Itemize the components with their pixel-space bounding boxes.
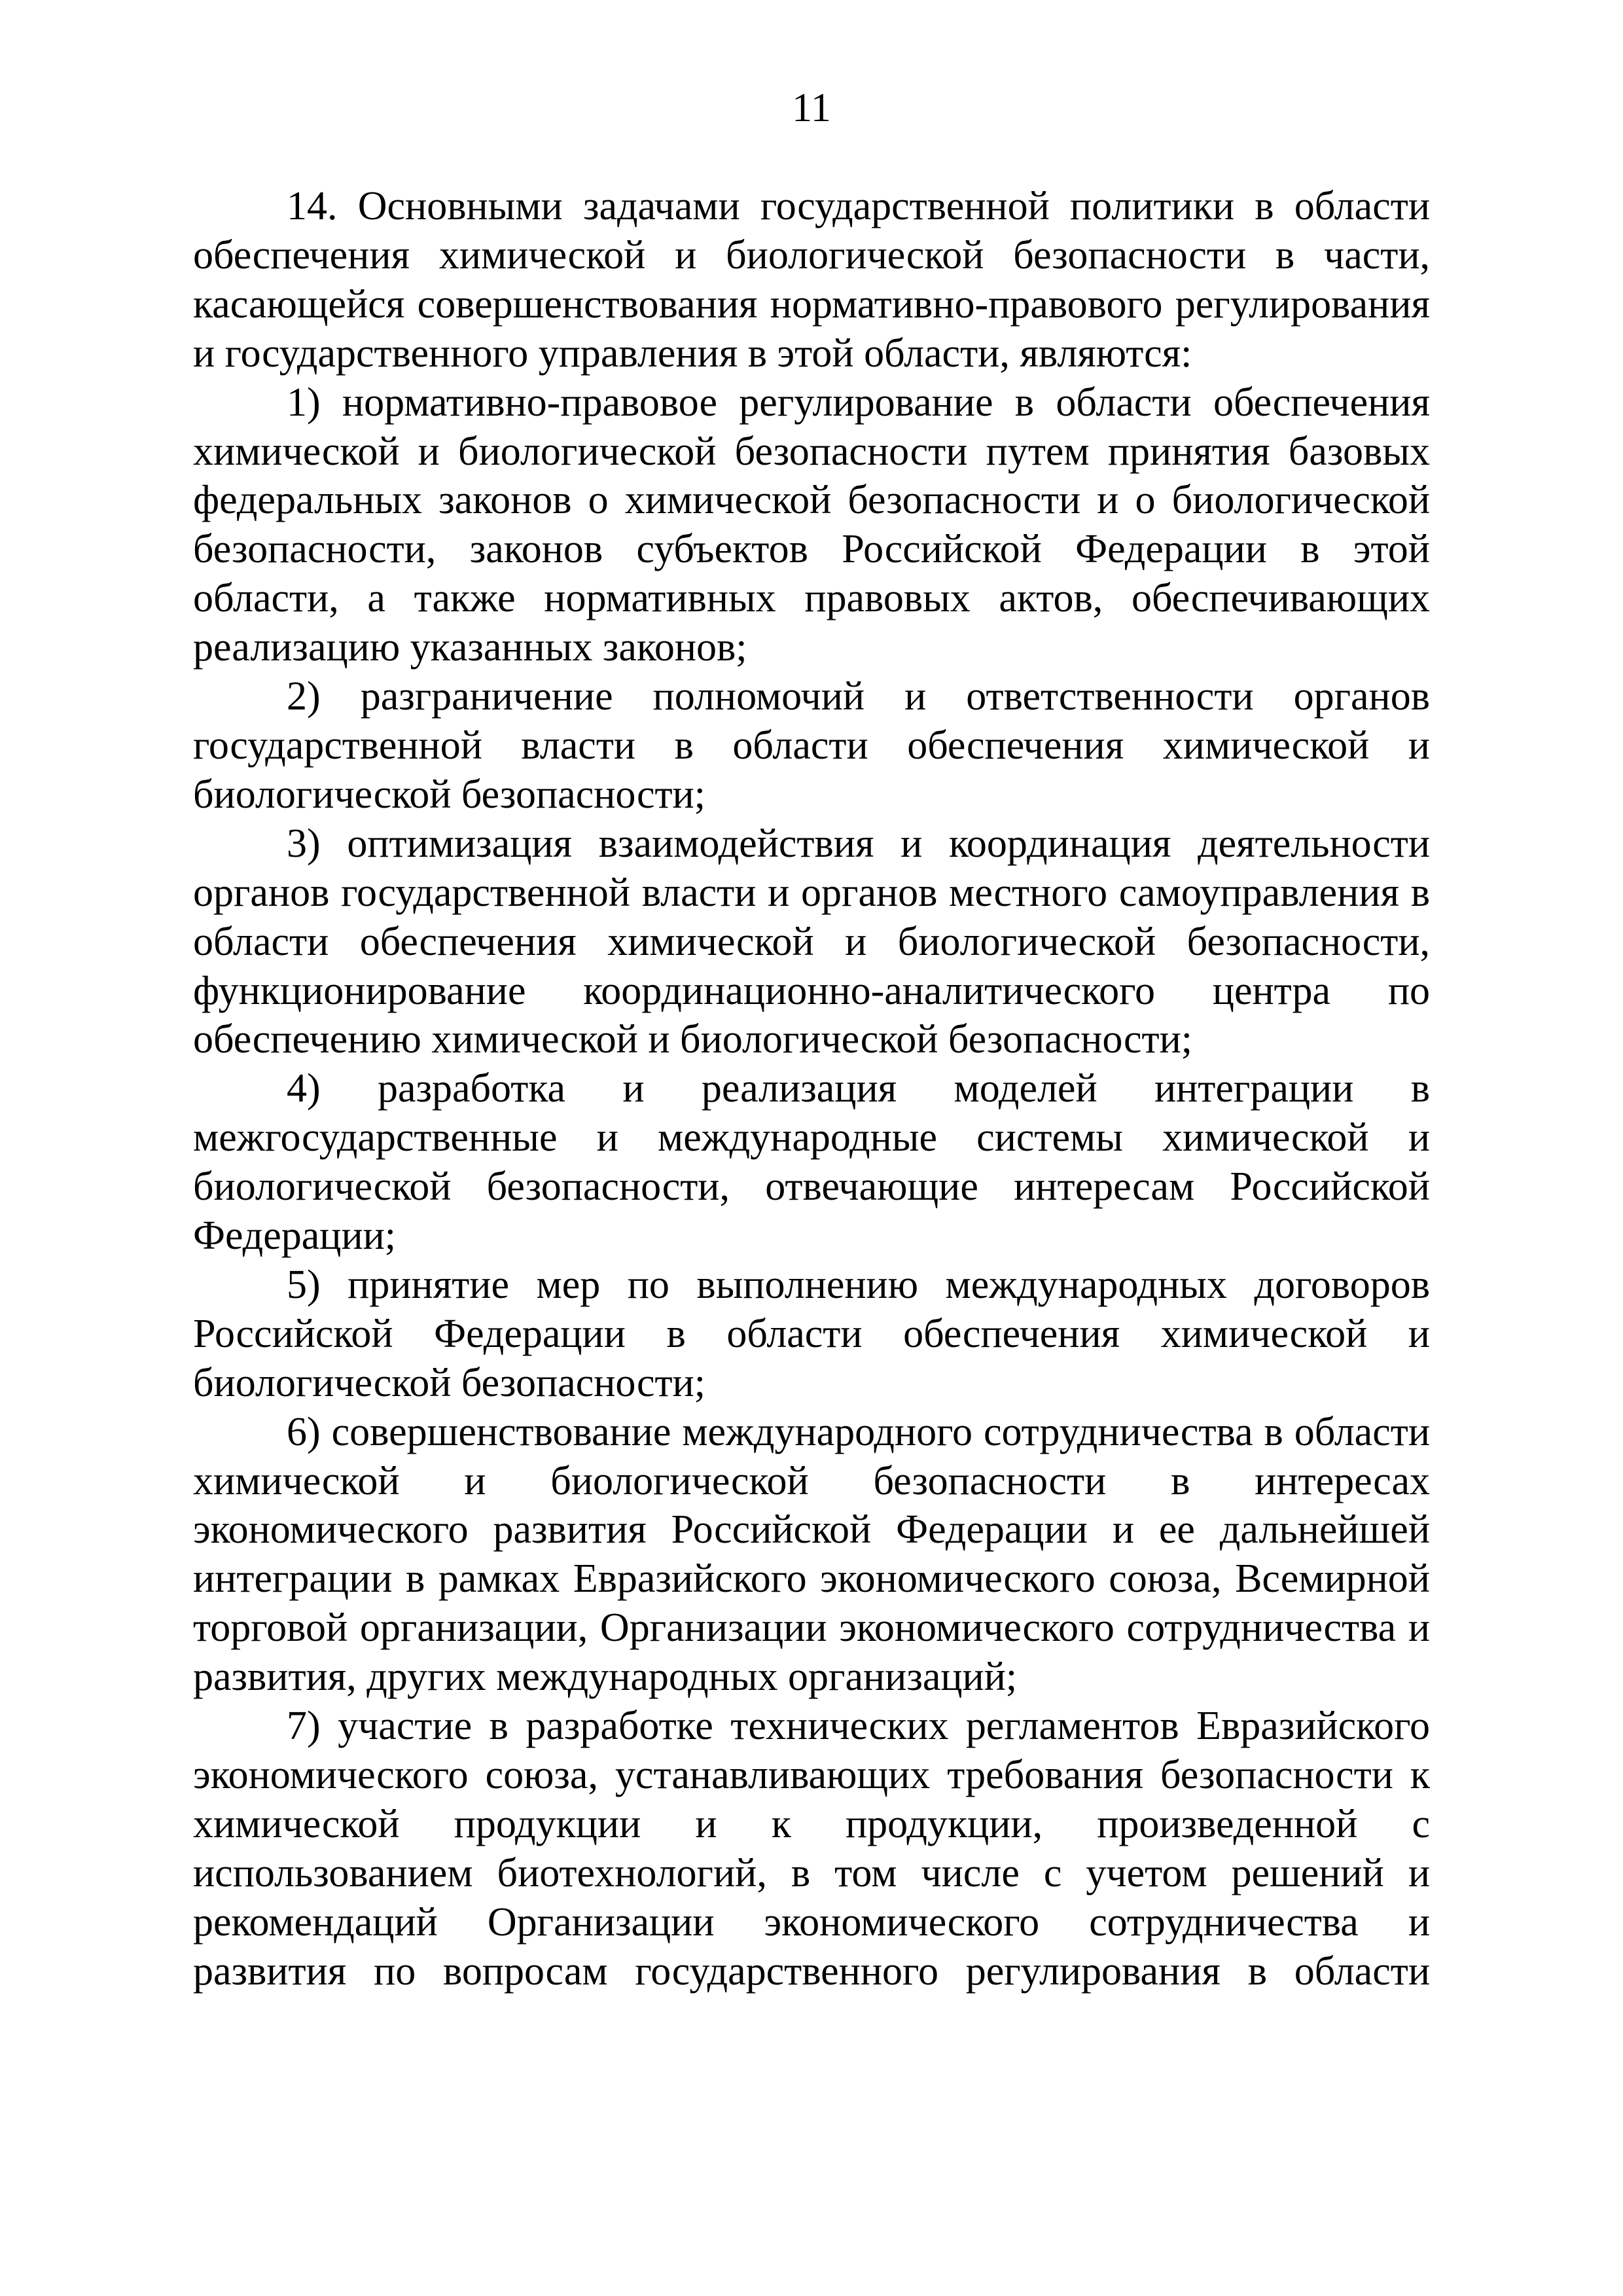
list-item-number: 2) [287,674,321,719]
list-item-text: принятие мер по выполнению международных договоров Российской Федерации в области обеспечения химической и биологической безопасности; [193,1262,1431,1405]
list-item-text: оптимизация взаимодействия и координация деятельности органов государственной власти и органов местного самоуправления в области обеспечения химической и биологической безопасности, функционирование координационно-аналитического центра по обеспечению химической и биологической безопасности; [193,821,1430,1062]
list-item-text: участие в разработке технических регламентов Евразийского экономического союза, устанавливающих требования безопасности к химической продукции и к продукции, произведенной с использованием биотехнологий, в том числе с учетом решений и рекомендаций Организации экономического сотрудничества и развития по вопросам государственного регулирования в области [193,1704,1431,1994]
list-item-2 [193,672,1430,819]
page-number: 11 [792,86,831,130]
list-item-5 [193,1261,1430,1408]
list-item-text: нормативно-правовое регулирование в области обеспечения химической и биологической безопасности путем принятия базовых федеральных законов о химической безопасности и о биологической безопасности, законов субъектов Российской Федерации в этой области, а также нормативных правовых актов, обеспечивающих реализацию указанных законов; [193,380,1430,670]
paragraph-number: 14. [287,184,338,228]
list-item-text: разработка и реализация моделей интеграции в межгосударственные и международные системы химической и биологической безопасности, отвечающие интересам Российской Федерации; [193,1066,1430,1259]
list-item-1 [193,378,1430,672]
list-item-text: разграничение полномочий и ответственности органов государственной власти в области обеспечения химической и биологической безопасности; [193,674,1431,817]
list-item-text: совершенствование международного сотрудничества в области химической и биологической безопасности в интересах экономического развития Российской Федерации и ее дальнейшей интеграции в рамках Евразийского экономического союза, Всемирной торговой организации, Организации экономического сотрудничества и развития, других международных организаций; [193,1409,1430,1700]
list-item-6 [193,1408,1430,1702]
list-item-number: 5) [287,1262,321,1307]
list-item-number: 7) [287,1704,321,1749]
list-item-number: 6) [287,1409,321,1454]
list-item-number: 4) [287,1066,321,1111]
list-item-4 [193,1064,1430,1261]
list-item-7 [193,1702,1430,1996]
list-item-number: 3) [287,821,321,866]
list-item-3 [193,819,1430,1065]
list-item-number: 1) [287,380,321,425]
paragraph-text: Основными задачами государственной политики в области обеспечения химической и биологической безопасности в части, касающейся совершенствования нормативно-правового регулирования и государственного управления в этой области, являются: [193,184,1430,376]
paragraph-14 [193,182,1430,378]
document-body [193,182,1430,1996]
